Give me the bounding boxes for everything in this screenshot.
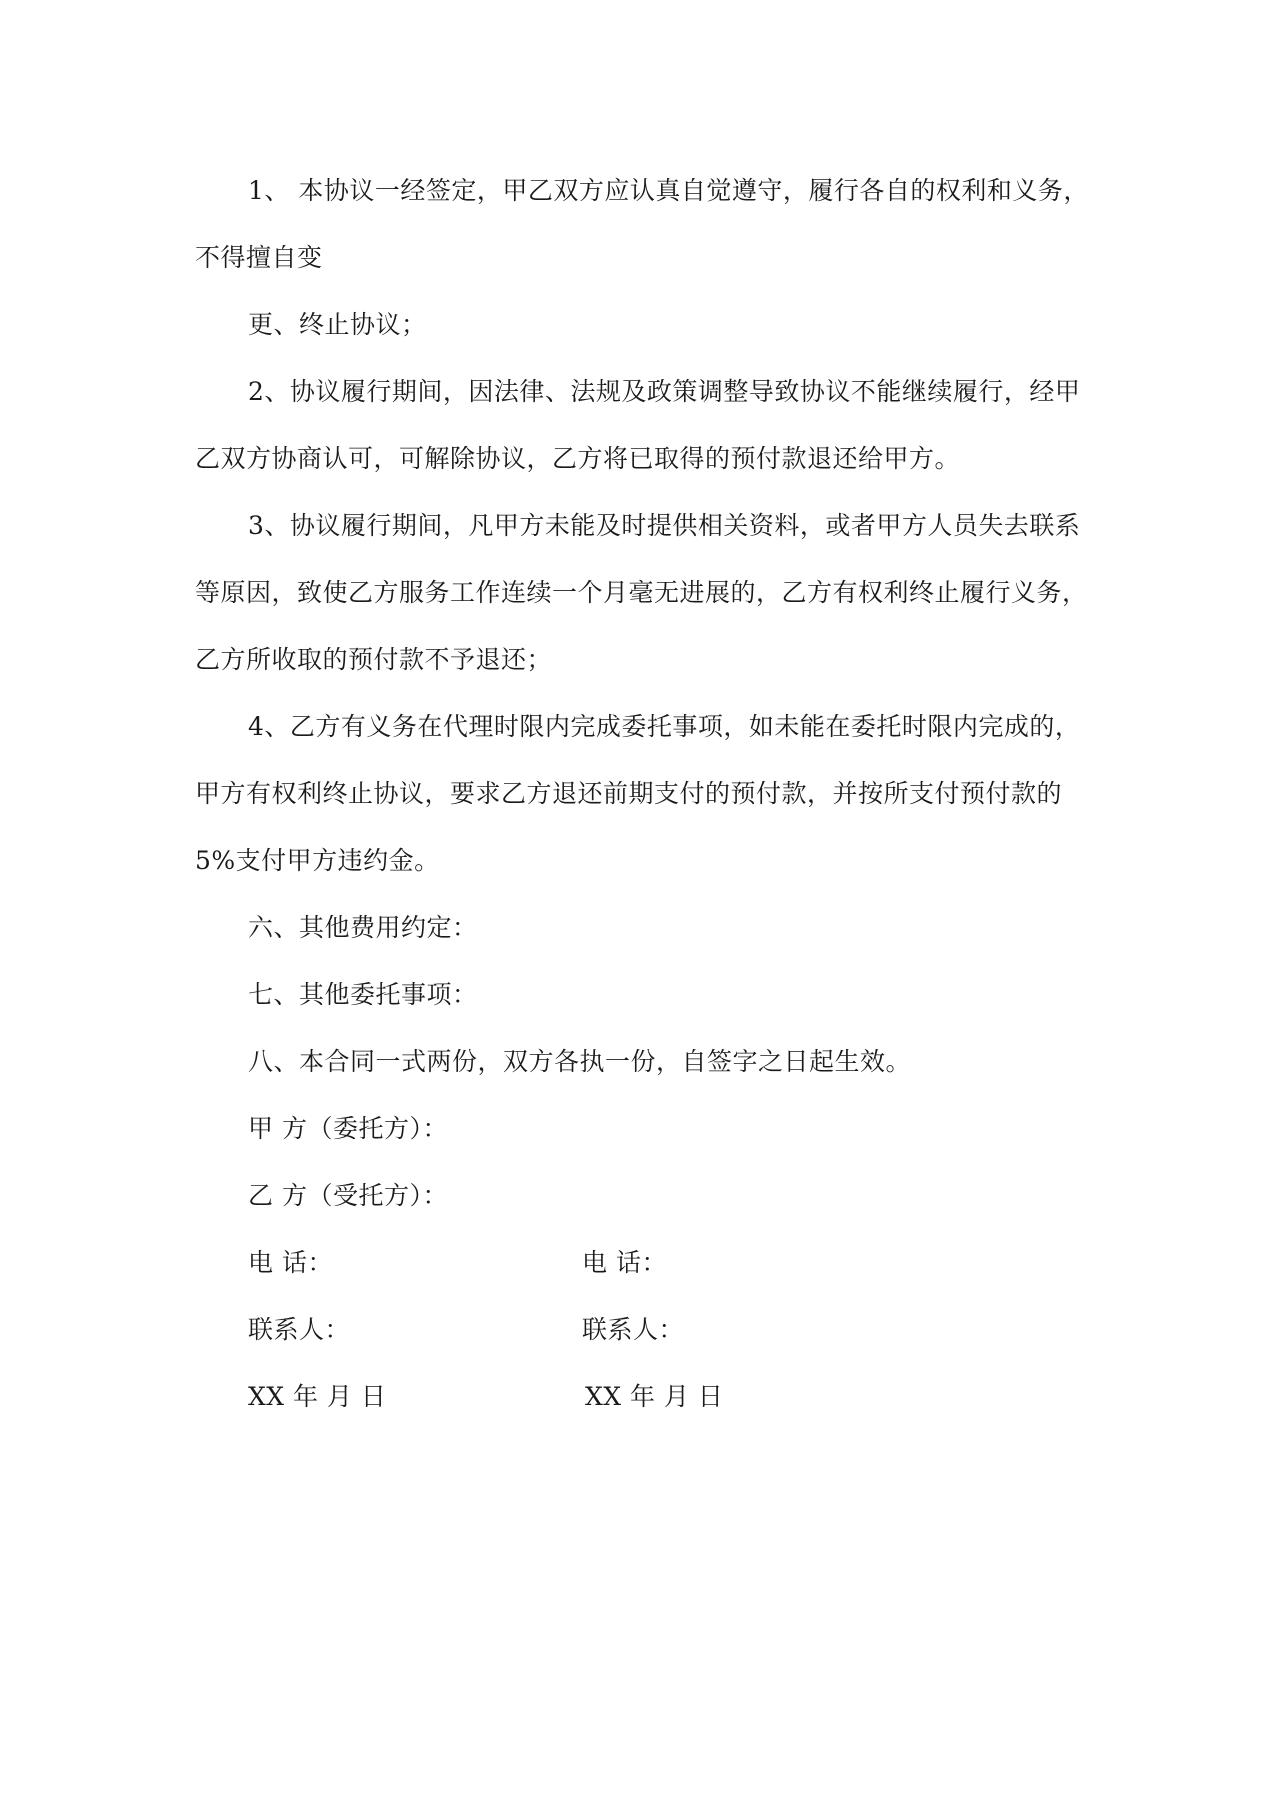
phone-label-right: 电 话： [582,1248,667,1277]
clause-1-line-2: 不得擅自变 [195,243,323,272]
clause-1-line-3: 更、终止协议； [248,310,427,339]
clause-3-line-1: 3、协议履行期间，凡甲方未能及时提供相关资料，或者甲方人员失去联系 [248,511,1081,540]
contact-label-left: 联系人： [248,1315,351,1344]
clause-4-line-1: 4、乙方有义务在代理时限内完成委托事项，如未能在委托时限内完成的， [248,712,1081,741]
date-label-right: XX 年 月 日 [585,1382,724,1411]
clause-1-line-1: 1、 本协议一经签定，甲乙双方应认真自觉遵守，履行各自的权利和义务， [248,176,1089,205]
clause-3-line-3: 乙方所收取的预付款不予退还； [195,645,553,674]
date-label-left: XX 年 月 日 [248,1382,387,1411]
party-b-label: 乙 方（受托方）： [248,1181,448,1210]
section-seven: 七、其他委托事项： [248,980,478,1009]
clause-2-line-2: 乙双方协商认可，可解除协议，乙方将已取得的预付款退还给甲方。 [195,444,961,473]
section-six: 六、其他费用约定： [248,913,478,942]
clause-4-line-2: 甲方有权利终止协议，要求乙方退还前期支付的预付款，并按所支付预付款的 [195,779,1063,808]
clause-3-line-2: 等原因，致使乙方服务工作连续一个月毫无进展的，乙方有权利终止履行义务， [195,578,1088,607]
phone-label-left: 电 话： [248,1248,333,1277]
clause-2-line-1: 2、协议履行期间，因法律、法规及政策调整导致协议不能继续履行，经甲 [248,377,1081,406]
party-a-label: 甲 方（委托方）： [248,1114,448,1143]
contact-label-right: 联系人： [582,1315,685,1344]
section-eight: 八、本合同一式两份，双方各执一份，自签字之日起生效。 [248,1047,912,1076]
clause-4-line-3: 5%支付甲方违约金。 [195,846,440,875]
